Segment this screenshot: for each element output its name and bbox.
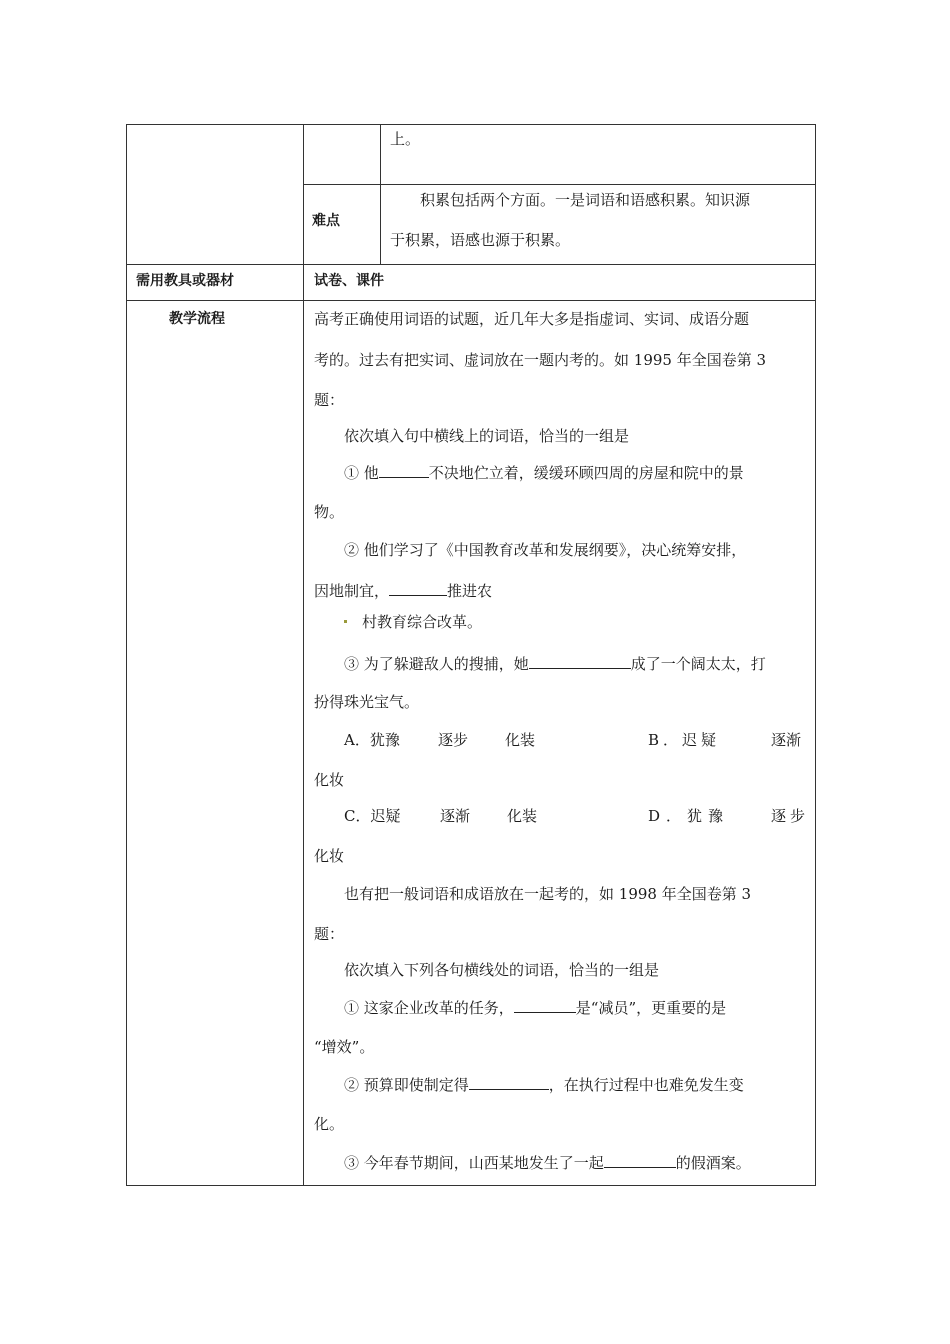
flow-label: 教学流程	[169, 311, 225, 327]
text: ③ 今年春节期间，山西某地发生了一起	[344, 1154, 604, 1172]
sentence-line: “增效”。	[314, 1038, 375, 1056]
option-d: D．犹豫	[648, 807, 730, 825]
option-d-word: 逐步	[771, 807, 810, 825]
sentence-line	[344, 653, 766, 674]
row-divider	[303, 184, 816, 185]
sentence-line	[344, 462, 744, 483]
paragraph-line: 题：	[314, 391, 345, 409]
paragraph-line: 高考正确使用词语的试题，近几年大多是指虚词、实词、成语分题	[314, 310, 750, 328]
option-a: A．犹豫	[344, 731, 400, 749]
answer-blank	[604, 1152, 676, 1168]
cell-text: 上。	[390, 130, 421, 148]
sentence-line	[344, 1074, 744, 1095]
column-divider	[303, 124, 304, 1186]
row-divider	[126, 264, 816, 265]
sentence-line: 物。	[314, 503, 345, 521]
difficulty-text-line	[420, 190, 806, 210]
answer-blank	[469, 1074, 549, 1090]
text: 推进农	[447, 582, 493, 600]
option-a-word: 化装	[505, 731, 536, 749]
option-c-word: 逐渐	[440, 807, 471, 825]
sentence-line	[344, 997, 726, 1018]
text: 成了一个阔太太，打	[630, 655, 766, 673]
text: 积累包括两个方面。一是词语和语感积累。知识源	[420, 191, 751, 209]
sentence-line: ② 他们学习了《中国教育改革和发展纲要》，决心统筹安排，	[344, 541, 747, 559]
text: 不决地伫立着，缓缓环顾四周的房屋和院中的景	[428, 464, 744, 482]
answer-blank	[389, 580, 447, 596]
answer-blank	[514, 997, 576, 1013]
text: 是“减员”，更重要的是	[575, 999, 727, 1017]
text: ② 预算即使制定得	[344, 1076, 469, 1094]
option-c: C．迟疑	[344, 807, 401, 825]
tools-label: 需用教具或器材	[136, 273, 234, 289]
answer-blank	[529, 653, 631, 669]
paragraph-line: 考的。过去有把实词、虚词放在一题内考的。如 1995 年全国卷第 3	[314, 351, 767, 369]
option-b-word: 化妆	[314, 771, 345, 789]
question-stem: 依次填入下列各句横线处的词语，恰当的一组是	[344, 961, 660, 979]
text: ① 他	[344, 464, 379, 482]
bullet-mark	[344, 620, 347, 623]
option-b: B．迟疑	[648, 731, 721, 749]
text: ③ 为了躲避敌人的搜捕，她	[344, 655, 529, 673]
option-a-word: 逐步	[438, 731, 469, 749]
sentence-line: 扮得珠光宝气。	[314, 693, 420, 711]
text: 因地制宜，	[314, 582, 390, 600]
row-divider	[126, 300, 816, 301]
paragraph-line: 也有把一般词语和成语放在一起考的，如 1998 年全国卷第 3	[344, 885, 752, 903]
tools-value: 试卷、课件	[314, 273, 384, 289]
sentence-line	[314, 580, 492, 601]
sentence-line: 化。	[314, 1115, 345, 1133]
text: ，在执行过程中也难免发生变	[548, 1076, 744, 1094]
sentence-line: 村教育综合改革。	[362, 613, 483, 631]
difficulty-text-line: 于积累，语感也源于积累。	[390, 231, 571, 249]
sentence-line	[344, 1152, 751, 1173]
option-c-word: 化装	[507, 807, 538, 825]
difficulty-label: 难点	[312, 213, 340, 229]
option-b-word: 逐渐	[771, 731, 802, 749]
sub-column-divider	[380, 124, 381, 264]
question-stem: 依次填入句中横线上的词语，恰当的一组是	[344, 427, 630, 445]
answer-blank	[379, 462, 429, 478]
text: 的假酒案。	[675, 1154, 751, 1172]
text: ① 这家企业改革的任务，	[344, 999, 514, 1017]
paragraph-line: 题：	[314, 925, 345, 943]
option-d-word: 化妆	[314, 847, 345, 865]
